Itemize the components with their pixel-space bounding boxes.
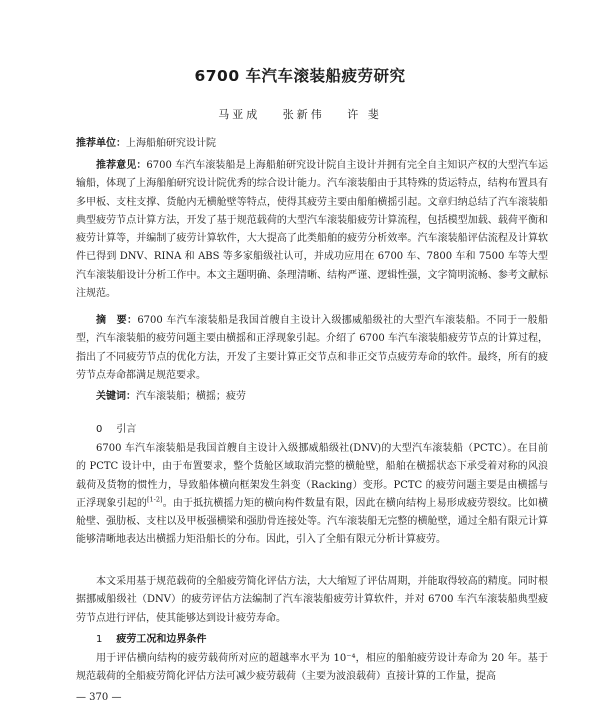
- citation-ref: [1-2]: [147, 495, 163, 504]
- recommendation-label: 推荐意见：: [96, 160, 147, 171]
- intro-paragraph-1-text-cont: 。由于抵抗横摇力矩的横向构件数量有限，因此在横向结构上易形成疲劳裂纹。比如横舱壁、强肋板、支柱以及甲板强横梁和强肋骨连接处等。汽车滚装船无完整的横舱壁，通过全船有限元计算能够清晰地表达出横摇力矩沿船长的分布。因此，引入了全船有限元分析计算疲劳。: [76, 497, 549, 546]
- author-list: [0, 106, 600, 122]
- section-0-title: 引言: [116, 424, 137, 435]
- intro-paragraph-2: 本文采用基于规范载荷的全船疲劳简化评估方法，大大缩短了评估周期，并能取得较高的精度。同时根据挪威船级社（DNV）的疲劳评估方法编制了汽车滚装船疲劳计算软件，并对 6700 车汽车滚装船典型疲劳节点进行评估，使其能够达到设计疲劳寿命。: [76, 576, 548, 624]
- intro-paragraph-1: [76, 440, 548, 550]
- section-0-number: 0: [96, 424, 103, 435]
- author-name: 马亚成: [218, 108, 261, 121]
- section-1-paragraph-1: 用于评估横向结构的疲劳载荷所对应的超越率水平为 10⁻⁴，相应的船舶疲劳设计寿命为 20 年。基于规范载荷的全船疲劳简化评估方法可减少疲劳载荷（主要为波浪载荷）直接计算的工作量，提高: [76, 653, 548, 683]
- section-1-heading: [96, 630, 206, 645]
- author-name: 张新伟: [282, 108, 325, 121]
- abstract-label: 摘 要：: [96, 315, 138, 326]
- section-0-heading: [96, 420, 136, 435]
- keywords-value: 汽车滚装船；横摇；疲劳: [136, 391, 246, 402]
- intro-paragraph-1-text: 6700 车汽车滚装船是我国首艘自主设计入级挪威船级社(DNV)的大型汽车滚装船（PCTC）。在目前的 PCTC 设计中，由于布置要求，整个货舱区域取消完整的横舱壁，船舶在横摇状态下承受着对称的风浪载荷及货物的惯性力，导致船体横向框架发生斜变（Racking）变形。PCTC 的疲劳问题主要是由横摇与正浮现象引起的: [76, 443, 548, 509]
- author-name: 许 斐: [347, 108, 382, 121]
- recommendation-unit-value: 上海船舶研究设计院: [126, 138, 216, 149]
- keywords-line: [76, 388, 548, 406]
- paper-title: 6700 车汽车滚装船疲劳研究: [194, 67, 406, 85]
- section-1-number: 1: [96, 634, 103, 645]
- section-1-title: 疲劳工况和边界条件: [116, 634, 207, 645]
- recommendation-unit: [76, 135, 548, 153]
- page-number: — 370 —: [76, 692, 122, 703]
- recommendation-paragraph: [76, 157, 548, 303]
- keywords-label: 关键词：: [96, 391, 136, 402]
- abstract-paragraph: [76, 312, 548, 385]
- recommendation-unit-label: 推荐单位：: [76, 138, 126, 149]
- abstract-text: 6700 车汽车滚装船是我国首艘自主设计入级挪威船级社的大型汽车滚装船。不同于一般船型，汽车滚装船的疲劳问题主要由横摇和正浮现象引起。介绍了 6700 车汽车滚装船疲劳节点的计算过程，指出了不同疲劳节点的优化方法，开发了主要计算正交节点和非正交节点疲劳寿命的软件。最终，所有的疲劳节点寿命都满足规范要求。: [76, 315, 548, 381]
- recommendation-text: 6700 车汽车滚装船是上海船舶研究设计院自主设计并拥有完全自主知识产权的大型汽车运输船，体现了上海船舶研究设计院优秀的综合设计能力。汽车滚装船由于其特殊的货运特点，结构布置具有多甲板、支柱支撑、货舱内无横舱壁等特点，使得其疲劳主要由船舶横摇引起。文章归纳总结了汽车滚装船典型疲劳节点计算方法，开发了基于规范载荷的大型汽车滚装船疲劳计算流程，包括模型加载、载荷平衡和疲劳计算等，并编制了疲劳计算软件，大大提高了此类船舶的疲劳分析效率。汽车滚装船评估流程及计算软件已得到 DNV、RINA 和 ABS 等多家船级社认可，并成功应用在 6700 车、7800 车和 7500 车等大型汽车滚装船设计分析工作中。本文主题明确、条理清晰、结构严谨、逻辑性强，文字简明流畅、参考文献标注规范。: [76, 160, 548, 300]
